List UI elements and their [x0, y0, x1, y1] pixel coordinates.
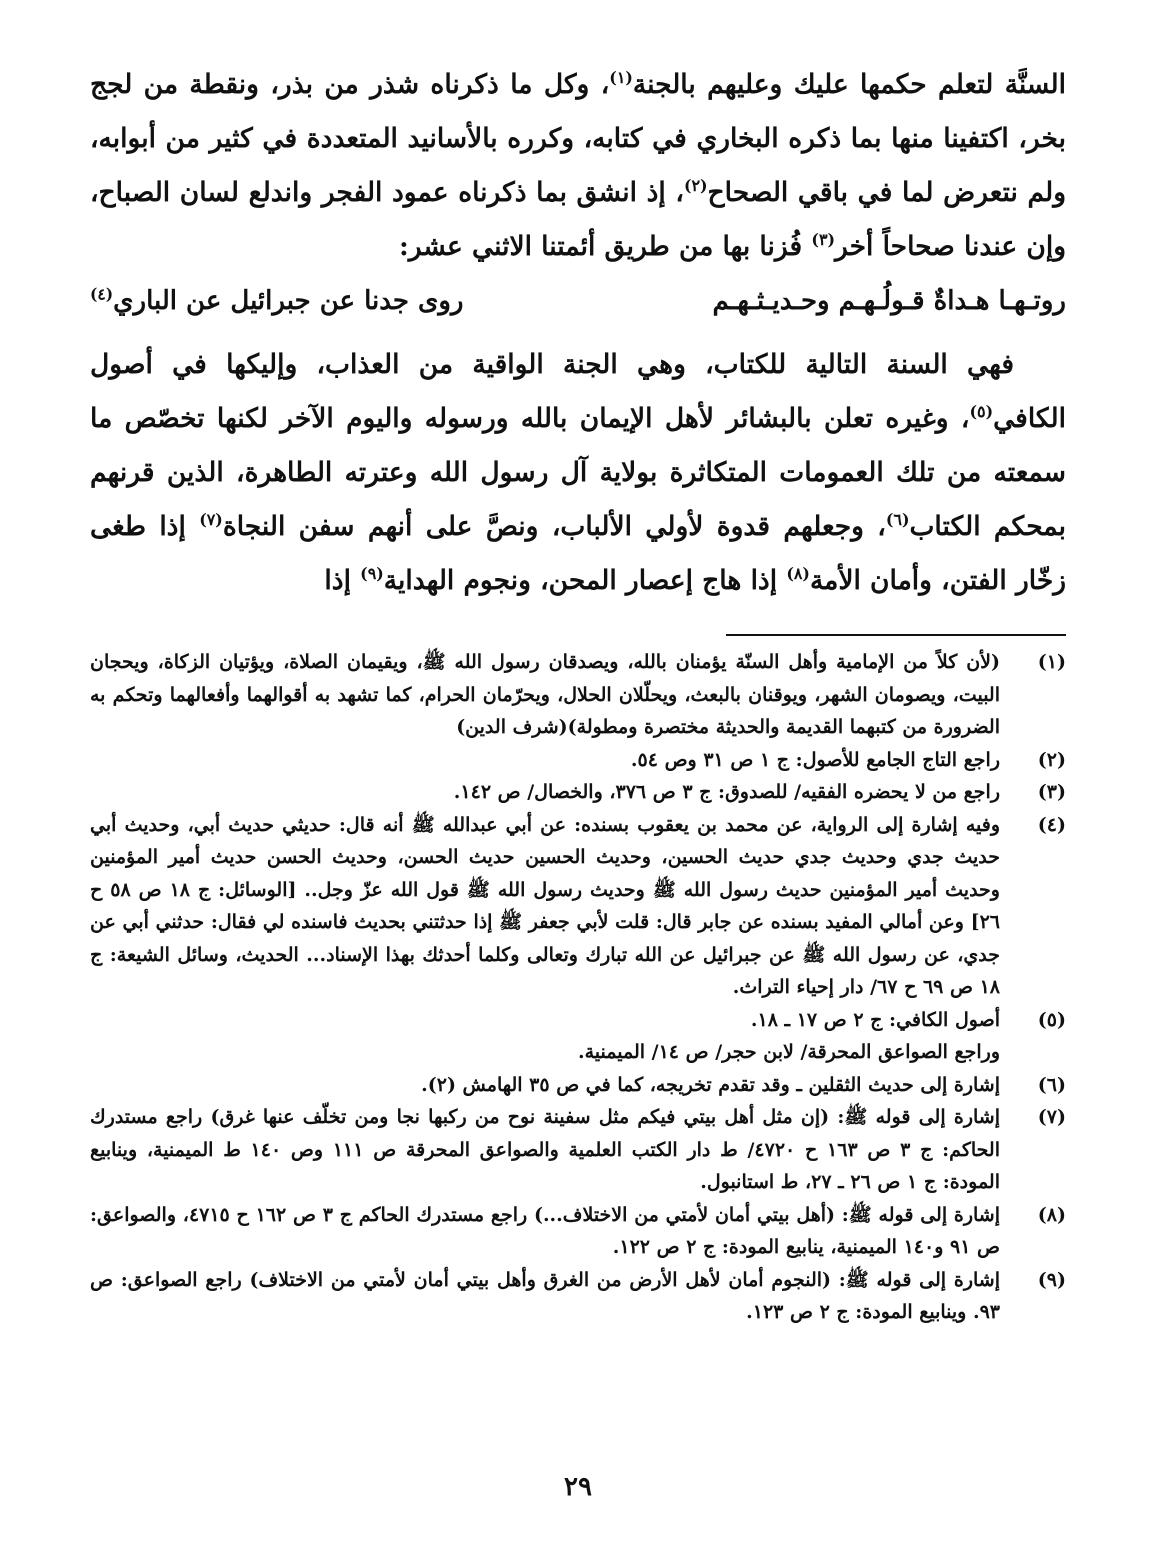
paragraph-2: [90, 338, 1066, 608]
footnote-text: إشارة إلى قوله ﷺ: (أهل بيتي أمان لأمتي من الاختلاف...) راجع مستدرك الحاكم ج ٣ ص ١٦٢ ح ٤٧١٥، والصواعق: ص ٩١ و١٤٠ الميمنية، ينابيع المودة: ج ٢ ص ١٢٢.: [90, 1203, 1000, 1258]
footnote-marker[interactable]: (٨): [786, 564, 810, 584]
footnote: [90, 776, 1066, 809]
footnote: [90, 646, 1066, 744]
footnote-number: (٥): [1037, 1008, 1066, 1031]
text-run: إذا هاج إعصار المحن، ونجوم الهداية: [383, 565, 787, 596]
footnote-text: أصول الكافي: ج ٢ ص ١٧ ـ ١٨.: [750, 1008, 1000, 1031]
verse-hemistich-right: روتـهـا هـداةٌ قـولُـهـم وحـديـثـهـم: [712, 286, 1066, 316]
footnote: [90, 1199, 1066, 1264]
footnote-marker[interactable]: (٣): [811, 230, 836, 250]
footnote-text: راجع التاج الجامع للأصول: ج ١ ص ٣١ وص ٥٤.: [630, 748, 1000, 771]
paragraph-1: [90, 58, 1066, 274]
footnote-divider: [726, 634, 1066, 636]
text-run: ، وجعلهم قدوة لأولي الألباب، ونصَّ على أنهم سفن النجاة: [222, 511, 886, 542]
text-run: إذا طغى زخّار الفتن، وأمان الأمة: [90, 511, 1066, 596]
footnote-marker[interactable]: (١): [609, 68, 633, 88]
footnote-text: إشارة إلى قوله ﷺ: (النجوم أمان لأهل الأرض من الغرق وأهل بيتي أمان لأمتي من الاختلاف) راجع الصواعق: ص ٩٣. وينابيع المودة: ج ٢ ص ١٢٣.: [90, 1268, 1000, 1323]
page-body: [90, 58, 1066, 1329]
text-run: ، وكل ما ذكرناه شذر من بذر، ونقطة من لجج بخر، اكتفينا منها بما ذكره البخاري في كتابه، وكرره بالأسانيد المتعددة في كثير من أبوابه، ولم نتعرض لما في باقي الصحاح: [90, 69, 1066, 208]
footnote-marker[interactable]: (٧): [199, 510, 223, 530]
footnote-number: (٩): [1037, 1268, 1066, 1291]
page-number: ٢٩: [564, 1472, 592, 1502]
footnote-number: (٧): [1037, 1106, 1066, 1128]
text-run: فُزنا بها من طريق أئمتنا الاثني عشر:: [398, 231, 812, 262]
footnote-number: (٤): [1037, 813, 1066, 836]
footnote-marker[interactable]: (٤): [90, 284, 114, 304]
footnote-number: (١): [1037, 651, 1066, 673]
text-run: ، وغيره تعلن بالبشائر لأهل الإيمان بالله ورسوله واليوم الآخر لكنها تخصّص ما سمعته من تلك العمومات المتكاثرة بولاية آل رسول الله وعترته الطاهرة، الذين قرنهم بمحكم الكتاب: [90, 403, 1066, 542]
footnote-marker[interactable]: (٢): [683, 176, 708, 196]
footnote-text: راجع من لا يحضره الفقيه/ للصدوق: ج ٣ ص ٣٧٦، والخصال/ ص ١٤٢.: [453, 781, 1000, 803]
poem-verse: [90, 276, 1066, 326]
footnote-text: وراجع الصواعق المحرقة/ لابن حجر/ ص ١٤/ الميمنية.: [577, 1041, 1000, 1063]
text-run: ، إذ انشق بما ذكرناه عمود الفجر واندلع لسان الصباح، وإن عندنا صحاحاً أخر: [90, 177, 1066, 262]
footnote-text: (لأن كلاً من الإمامية وأهل السنّة يؤمنان بالله، ويصدقان رسول الله ﷺ، ويقيمان الصلاة، ويؤتيان الزكاة، ويحجان البيت، ويصومان الشهر، ويوقنان بالبعث، ويحلّلان الحلال، ويحرّمان الحرام، كما تشهد به أقوالهما وأفعالهما وتحكم به الضرورة من كتبهما القديمة والحديثة مختصرة ومطولة)(شرف الدين): [90, 651, 1000, 738]
footnotes: [90, 646, 1066, 1329]
footnote-text: إشارة إلى حديث الثقلين ـ وقد تقدم تخريجه، كما في ص ٣٥ الهامش (٢).: [421, 1073, 1000, 1096]
footnote: [90, 1101, 1066, 1199]
footnote-number: (٢): [1037, 748, 1066, 771]
footnote-text: وفيه إشارة إلى الرواية، عن محمد بن يعقوب بسنده: عن أبي عبدالله ﷺ أنه قال: حديثي حديث أبي، وحديث أبي حديث جدي وحديث جدي حديث الحسين، وحديث الحسين حديث الحسن، وحديث الحسن حديث أمير المؤمنين وحديث أمير المؤمنين حديث رسول الله ﷺ وحديث رسول الله ﷺ قول الله عزّ وجل.. [الوسائل: ج ١٨ ص ٥٨ ح ٢٦] وعن أمالي المفيد بسنده عن جابر قال: قلت لأبي جعفر ﷺ إذا حدثتني بحديث فاسنده لي فقال: حدثني أبي عن جدي، عن رسول الله ﷺ عن جبرائيل عن الله تبارك وتعالى وكلما أحدثك بهذا الإسناد... الحديث، وسائل الشيعة: ج ١٨ ص ٦٩ ح ٦٧/ دار إحياء التراث.: [90, 813, 1000, 998]
main-text: [90, 58, 1066, 274]
footnote-number: (٦): [1037, 1073, 1066, 1096]
text-run: السنَّة لتعلم حكمها عليك وعليهم بالجنة: [632, 69, 1066, 100]
footnote: [90, 809, 1066, 1004]
footnote-marker[interactable]: (٦): [885, 510, 910, 530]
footnote: [90, 1069, 1066, 1102]
footnote-marker[interactable]: (٥): [969, 402, 994, 422]
footnote-number: (٨): [1037, 1203, 1066, 1226]
verse-hemistich-left: روى جدنا عن جبرائيل عن الباري$^{(٤)}$: [90, 284, 464, 316]
footnote-text: إشارة إلى قوله ﷺ: (إن مثل أهل بيتي فيكم مثل سفينة نوح من ركبها نجا ومن تخلّف عنها غرق) راجع مستدرك الحاكم: ج ٣ ص ١٦٣ ح ٤٧٢٠/ ط دار الكتب العلمية والصواعق المحرقة ص ١١١ وص ١٤٠ ط الميمنية، وينابيع المودة: ج ١ ص ٢٦ ـ ٢٧، ط استانبول.: [90, 1106, 1000, 1193]
footnote: [90, 1004, 1066, 1069]
text-run: فهي السنة التالية للكتاب، وهي الجنة الواقية من العذاب، وإليكها في أصول الكافي: [90, 349, 1066, 434]
footnote-marker[interactable]: (٩): [360, 564, 384, 584]
footnote-number: (٣): [1037, 781, 1066, 803]
footnote: [90, 1264, 1066, 1329]
main-text-2: [90, 338, 1066, 608]
text-run: إذا: [324, 565, 361, 596]
footnote: [90, 744, 1066, 777]
